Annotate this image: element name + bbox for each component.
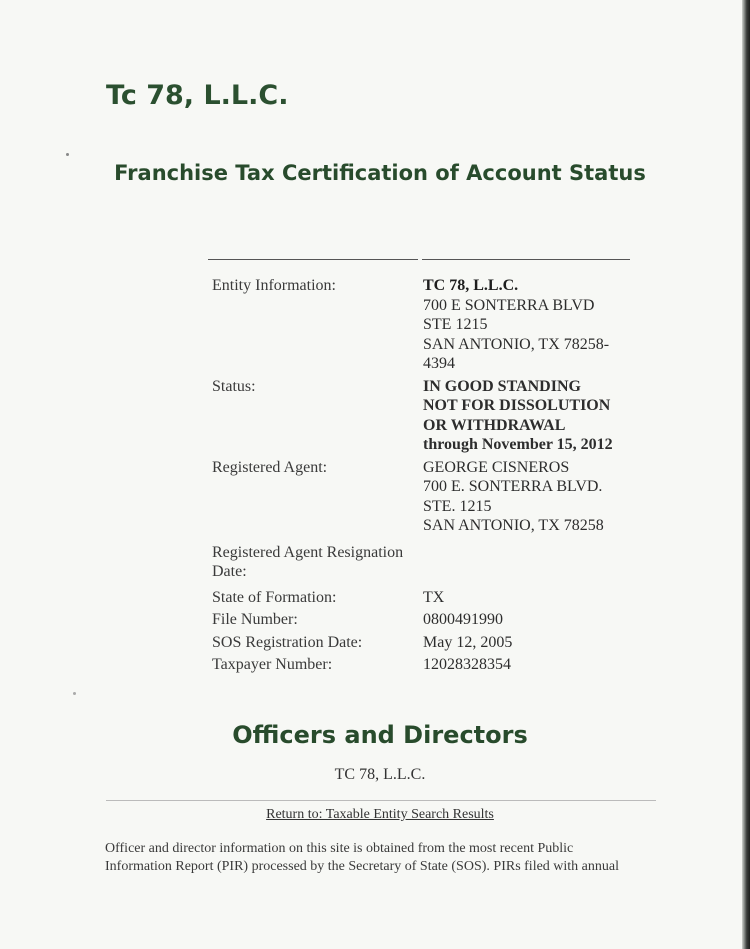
agent-line: SAN ANTONIO, TX 78258 <box>423 517 604 534</box>
entity-address-line: STE 1215 <box>423 316 488 333</box>
status-line: IN GOOD STANDING <box>423 377 581 395</box>
state-of-formation-label: State of Formation: <box>212 588 337 606</box>
certification-heading: Franchise Tax Certification of Account Status <box>114 161 646 185</box>
agent-resignation-label-line: Registered Agent Resignation <box>212 543 404 561</box>
entity-information-row <box>212 276 638 377</box>
status-label: Status: <box>212 377 256 395</box>
status-row <box>212 377 638 458</box>
entity-information-value <box>423 276 638 377</box>
entity-address-line: SAN ANTONIO, TX 78258- <box>423 335 610 353</box>
registered-agent-label: Registered Agent: <box>212 458 328 476</box>
taxpayer-number-value: 12028328354 <box>423 656 511 673</box>
paragraph-line: Information Report (PIR) processed by the Secretary of State (SOS). PIRs filed with annual <box>105 859 620 874</box>
entity-information-label: Entity Information: <box>212 277 336 294</box>
sos-registration-date-label: SOS Registration Date: <box>212 633 363 651</box>
entity-address-line: 4394 <box>423 355 455 372</box>
entity-address-line: 700 E SONTERRA BLVD <box>423 296 595 314</box>
paragraph-line: Officer and director information on this site is obtained from the most recent Public <box>105 841 574 856</box>
agent-resignation-label <box>212 539 423 585</box>
status-line: OR WITHDRAWAL <box>423 416 566 434</box>
file-number-row <box>212 607 638 630</box>
officers-heading: Officers and Directors <box>232 721 528 749</box>
return-to-search-results-link[interactable]: Return to: Taxable Entity Search Results <box>266 807 494 822</box>
table-header-rule-right <box>422 259 630 260</box>
table-header-rule-left <box>208 259 418 260</box>
agent-line: 700 E. SONTERRA BLVD. <box>423 478 603 495</box>
registered-agent-row <box>212 458 638 539</box>
status-line: NOT FOR DISSOLUTION <box>423 397 611 414</box>
agent-resignation-row <box>212 539 638 585</box>
entity-heading: Tc 78, L.L.C. <box>106 80 289 111</box>
sos-registration-date-value: May 12, 2005 <box>423 633 513 651</box>
agent-resignation-value <box>423 539 638 585</box>
sos-registration-date-row <box>212 630 638 653</box>
registered-agent-value <box>423 458 638 539</box>
status-line: through November 15, 2012 <box>423 436 613 453</box>
state-of-formation-value: TX <box>423 588 445 606</box>
officers-entity-name: TC 78, L.L.C. <box>334 766 426 783</box>
file-number-label: File Number: <box>212 611 298 628</box>
scan-speck <box>73 692 76 695</box>
agent-line: STE. 1215 <box>423 497 492 515</box>
entity-info-table <box>212 276 638 675</box>
status-value <box>423 377 638 458</box>
state-of-formation-row <box>212 585 638 608</box>
taxpayer-number-row <box>212 652 638 675</box>
officers-info-paragraph <box>105 840 665 876</box>
agent-line: GEORGE CISNEROS <box>423 458 570 476</box>
file-number-value: 0800491990 <box>423 611 503 628</box>
taxpayer-number-label: Taxpayer Number: <box>212 656 333 673</box>
entity-name: TC 78, L.L.C. <box>423 277 519 294</box>
divider <box>106 800 656 801</box>
scan-speck <box>66 153 69 156</box>
agent-resignation-label-line: Date: <box>212 563 247 580</box>
scan-edge-shadow <box>742 0 750 949</box>
